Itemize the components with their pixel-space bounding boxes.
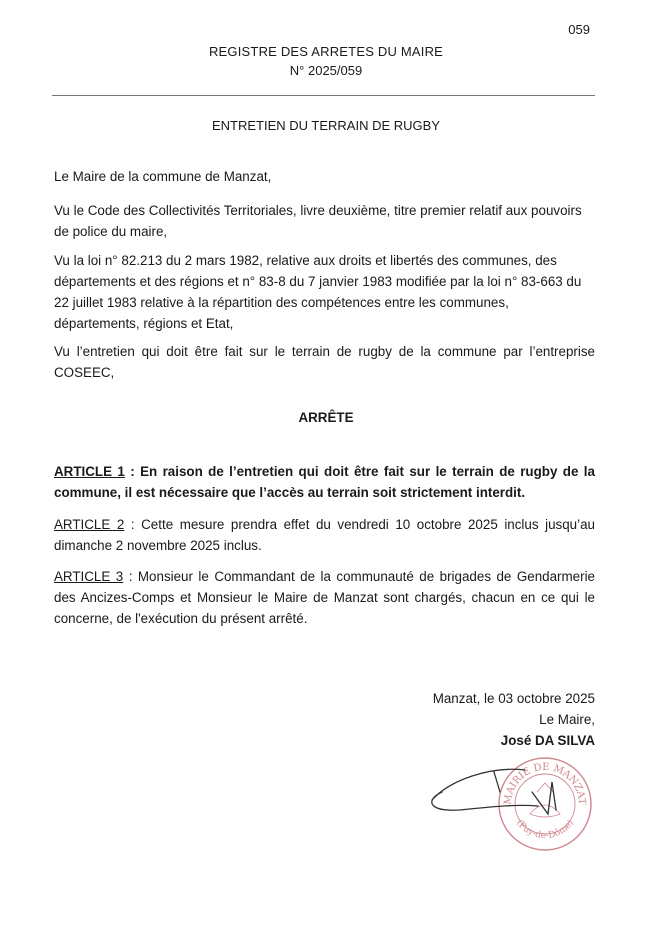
article-1	[54, 461, 595, 503]
signature-place-date: Manzat, le 03 octobre 2025	[432, 691, 595, 706]
decree-number: N° 2025/059	[289, 63, 363, 78]
article-3	[54, 566, 595, 629]
official-stamp	[499, 758, 591, 850]
consideration-3: Vu l’entretien qui doit être fait sur le terrain de rugby de la commune par l’entreprise COSEEC,	[54, 344, 595, 380]
stamp-top-textpath: MAIRIE DE MANZAT	[502, 761, 588, 806]
article-3-separator: :	[123, 569, 138, 584]
article-3-label: ARTICLE 3	[54, 569, 124, 584]
signature-block	[433, 688, 595, 751]
stamp-bottom-text	[514, 818, 576, 841]
intro-line: Le Maire de la commune de Manzat,	[54, 169, 272, 184]
article-1-separator: :	[124, 464, 141, 479]
article-2-separator: :	[124, 517, 142, 532]
article-2-label: ARTICLE 2	[54, 517, 125, 532]
decision-heading: ARRÊTE	[298, 410, 354, 425]
consideration-2: Vu la loi n° 82.213 du 2 mars 1982, relative aux droits et libertés des communes, des départements et des régions et n° 83-8 du 7 janvier 1983 modifiée par la loi n° 83-663 du 22 juillet 1983 relative à la répartition des compétences entre les communes, départements, régions et Etat,	[54, 253, 582, 331]
stamp-bottom-textpath: (Puy-de-Dôme)	[513, 818, 577, 842]
article-3-text: Monsieur le Commandant de la communauté de brigades de Gendarmerie des Ancizes-Comps et Monsieur le Maire de Manzat sont chargés, chacun en ce qui le concerne, de l'exécution du présent arrêté.	[54, 569, 595, 626]
article-1-label: ARTICLE 1	[54, 464, 125, 479]
register-title: REGISTRE DES ARRETES DU MAIRE	[208, 44, 444, 59]
article-1-text: En raison de l’entretien qui doit être fait sur le terrain de rugby de la commune, il est nécessaire que l’accès au terrain soit strictement interdit.	[54, 464, 595, 500]
consideration-1: Vu le Code des Collectivités Territoriales, livre deuxième, titre premier relatif aux pouvoirs de police du maire,	[54, 203, 582, 239]
header-divider	[52, 95, 595, 96]
page-number: 059	[568, 22, 590, 37]
mayor-signature-and-stamp	[420, 752, 605, 852]
article-2-text: Cette mesure prendra effet du vendredi 10 octobre 2025 inclus jusqu’au dimanche 2 novembre 2025 inclus.	[54, 517, 595, 553]
signature-name: José DA SILVA	[500, 733, 595, 748]
decree-subject: ENTRETIEN DU TERRAIN DE RUGBY	[211, 118, 440, 133]
article-2	[54, 514, 595, 556]
signature-role: Le Maire,	[539, 712, 595, 727]
